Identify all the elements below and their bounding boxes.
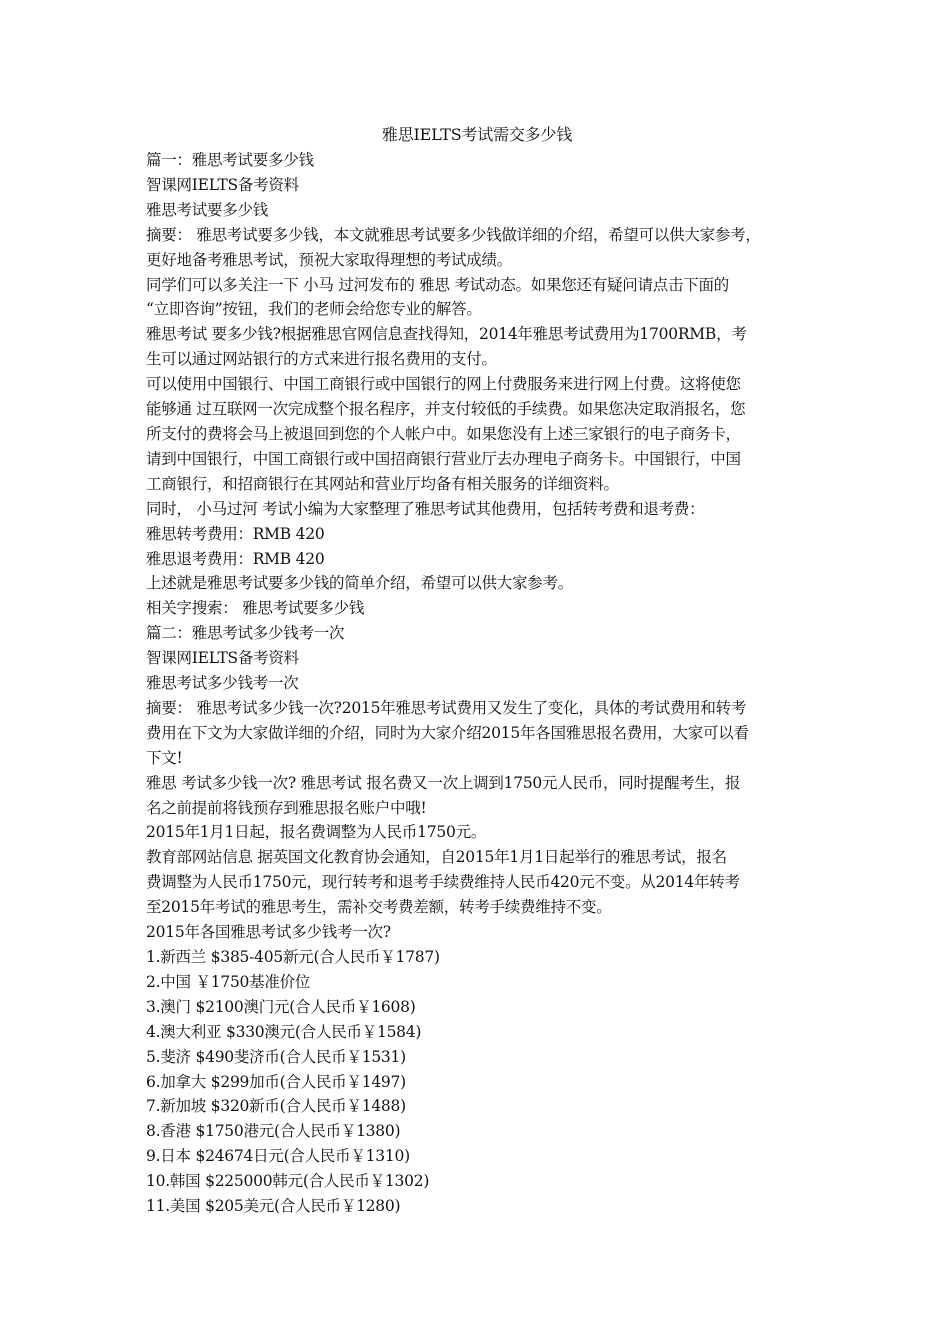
section1-follow xyxy=(146,273,808,323)
section1-conclusion: 上述就是雅思考试要多少钱的简单介绍，希望可以供大家参考。 xyxy=(146,574,574,593)
section1-payment-line: 能够通 过互联网一次完成整个报名程序，并支付较低的手续费。如果您决定取消报名，您 xyxy=(146,400,746,419)
section1-fee xyxy=(146,322,808,372)
section2-source: 智课网IELTS备考资料 xyxy=(146,649,299,668)
section2-summary xyxy=(146,696,808,771)
section2-summary-line: 摘要： 雅思考试多少钱一次?2015年雅思考试费用又发生了变化，具体的考试费用和转考 xyxy=(146,698,747,717)
section2-date-note: 2015年1月1日起，报名费调整为人民币1750元。 xyxy=(146,823,487,842)
section1-payment-line: 工商银行，和招商银行在其网站和营业厅均备有相关服务的详细资料。 xyxy=(146,474,619,493)
country-fee-item: 10.韩国 $225000韩元(合人民币￥1302) xyxy=(146,1172,430,1191)
section2-increase-line: 名之前提前将钱预存到雅思报名账户中哦! xyxy=(146,798,427,817)
country-fee-item: 6.加拿大 $299加币(合人民币￥1497) xyxy=(146,1072,406,1091)
section2-summary-line: 费用在下文为大家做详细的介绍，同时为大家介绍2015年各国雅思报名费用，大家可以看 xyxy=(146,723,749,742)
section2-heading: 篇二：雅思考试多少钱考一次 xyxy=(146,624,345,643)
section1-other-fees-intro: 同时， 小马过河 考试小编为大家整理了雅思考试其他费用，包括转考费和退考费： xyxy=(146,499,705,518)
country-fee-item: 4.澳大利亚 $330澳元(合人民币￥1584) xyxy=(146,1022,422,1041)
section2-increase-line: 雅思 考试多少钱一次? 雅思考试 报名费又一次上调到1750元人民币，同时提醒考生，报 xyxy=(146,773,741,792)
section2-list-heading: 2015年各国雅思考试多少钱考一次? xyxy=(146,923,391,942)
country-fee-list xyxy=(146,945,808,1219)
section1-follow-line: “立即咨询”按钮，我们的老师会给您专业的解答。 xyxy=(146,300,482,319)
section2-subtitle: 雅思考试多少钱考一次 xyxy=(146,674,299,693)
section1-summary-line: 摘要： 雅思考试要多少钱，本文就雅思考试要多少钱做详细的介绍，希望可以供大家参考， xyxy=(146,225,761,244)
country-fee-item: 2.中国 ￥1750基准价位 xyxy=(146,972,311,991)
country-fee-item: 5.斐济 $490斐济币(合人民币￥1531) xyxy=(146,1047,406,1066)
section1-summary xyxy=(146,223,808,273)
section1-transfer-fee: 雅思转考费用：RMB 420 xyxy=(146,524,325,543)
section2-summary-line: 下文! xyxy=(146,748,183,767)
section1-follow-line: 同学们可以多关注一下 小马 过河发布的 雅思 考试动态。如果您还有疑问请点击下面的 xyxy=(146,275,729,294)
country-fee-item: 9.日本 $24674日元(合人民币￥1310) xyxy=(146,1147,410,1166)
section1-payment-line: 可以使用中国银行、中国工商银行或中国银行的网上付费服务来进行网上付费。这将使您 xyxy=(146,375,741,394)
section1-refund-fee: 雅思退考费用：RMB 420 xyxy=(146,549,325,568)
section2-increase xyxy=(146,771,808,821)
country-fee-item: 8.香港 $1750港元(合人民币￥1380) xyxy=(146,1122,401,1141)
section2-ministry-line: 至2015年考试的雅思考生，需补交考费差额，转考手续费维持不变。 xyxy=(146,898,612,917)
country-fee-item: 11.美国 $205美元(合人民币￥1280) xyxy=(146,1197,401,1216)
section1-payment-line: 所支付的费将会马上被退回到您的个人帐户中。如果您没有上述三家银行的电子商务卡， xyxy=(146,424,741,443)
section1-summary-line: 更好地备考雅思考试，预祝大家取得理想的考试成绩。 xyxy=(146,250,513,269)
section1-payment xyxy=(146,372,808,497)
country-fee-item: 3.澳门 $2100澳门元(合人民币￥1608) xyxy=(146,997,416,1016)
country-fee-item: 7.新加坡 $320新币(合人民币￥1488) xyxy=(146,1097,406,1116)
section1-payment-line: 请到中国银行，中国工商银行或中国招商银行营业厅去办理电子商务卡。中国银行，中国 xyxy=(146,449,741,468)
section1-heading: 篇一：雅思考试要多少钱 xyxy=(146,151,314,169)
section1-subtitle: 雅思考试要多少钱 xyxy=(146,200,269,219)
section2-ministry-line: 费调整为人民币1750元，现行转考和退考手续费维持人民币420元不变。从2014年转考 xyxy=(146,873,740,892)
section2-ministry xyxy=(146,845,808,920)
document-title: 雅思IELTS考试需交多少钱 xyxy=(381,125,573,144)
section1-related: 相关字搜索： 雅思考试要多少钱 xyxy=(146,599,365,618)
document-page xyxy=(146,122,808,1219)
country-fee-item: 1.新西兰 $385-405新元(合人民币￥1787) xyxy=(146,948,440,966)
section1-fee-line: 雅思考试 要多少钱?根据雅思官网信息查找得知，2014年雅思考试费用为1700RMB，考 xyxy=(146,325,747,344)
section2-ministry-line: 教育部网站信息 据英国文化教育协会通知，自2015年1月1日起举行的雅思考试，报名 xyxy=(146,848,727,867)
section1-source: 智课网IELTS备考资料 xyxy=(146,175,299,194)
section1-fee-line: 生可以通过网站银行的方式来进行报名费用的支付。 xyxy=(146,350,497,369)
